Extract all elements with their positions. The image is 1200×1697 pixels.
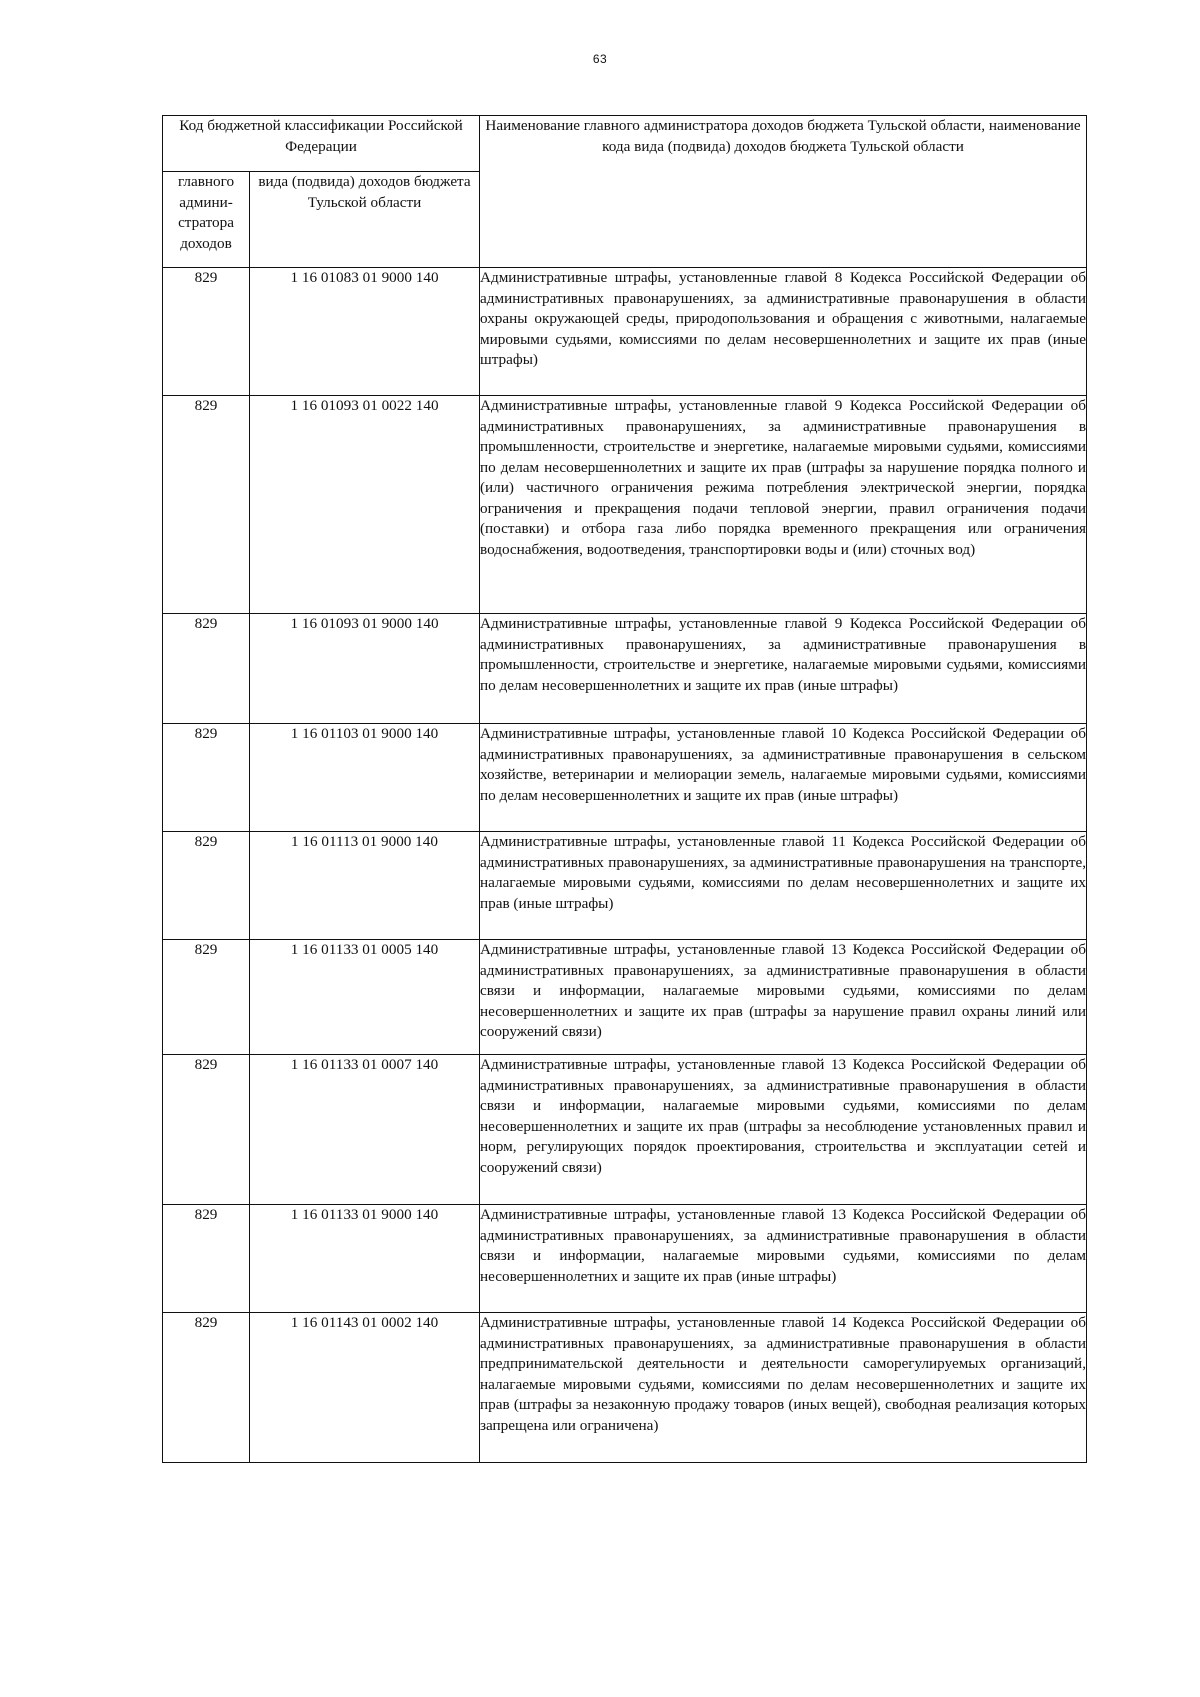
- description-cell: Административные штрафы, установленные главой 9 Кодекса Российской Федерации об административных правонарушениях, за административные правонарушения в промышленности, строительстве и энергетике, налагаемые мировыми судьями, комиссиями по делам несовершеннолетних и защите их прав (иные штрафы): [480, 614, 1087, 724]
- description-cell: Административные штрафы, установленные главой 9 Кодекса Российской Федерации об административных правонарушениях, за административные правонарушения в промышленности, строительстве и энергетике, налагаемые мировыми судьями, комиссиями по делам несовершеннолетних и защите их прав (штрафы за нарушение порядка полного и (или) частичного ограничения режима потребления электрической энергии, порядка ограничения и прекращения подачи тепловой энергии, правил ограничения подачи (поставки) и отбора газа либо порядка временного прекращения или ограничения водоснабжения, водоотведения, транспортировки воды и (или) сточных вод): [480, 396, 1087, 614]
- header-budget-classification-code: Код бюджетной классификации Российской Федерации: [163, 116, 480, 172]
- table-row: [163, 396, 1087, 614]
- table-row: [163, 940, 1087, 1055]
- table-row: [163, 1205, 1087, 1313]
- income-code-cell: 1 16 01093 01 9000 140: [250, 614, 480, 724]
- admin-code-cell: 829: [163, 614, 250, 724]
- admin-code-cell: 829: [163, 940, 250, 1055]
- income-code-cell: 1 16 01133 01 0007 140: [250, 1055, 480, 1205]
- description-cell: Административные штрафы, установленные главой 11 Кодекса Российской Федерации об административных правонарушениях, за административные правонарушения на транспорте, налагаемые мировыми судьями, комиссиями по делам несовершеннолетних и защите их прав (иные штрафы): [480, 832, 1087, 940]
- description-cell: Административные штрафы, установленные главой 13 Кодекса Российской Федерации об административных правонарушениях, за административные правонарушения в области связи и информации, налагаемые мировыми судьями, комиссиями по делам несовершеннолетних и защите их прав (иные штрафы): [480, 1205, 1087, 1313]
- header-main-administrator: главного админи-стратора доходов: [163, 172, 250, 268]
- header-administrator-name: Наименование главного администратора доходов бюджета Тульской области, наименование кода вида (подвида) доходов бюджета Тульской области: [480, 116, 1087, 268]
- admin-code-cell: 829: [163, 1205, 250, 1313]
- description-cell: Административные штрафы, установленные главой 8 Кодекса Российской Федерации об административных правонарушениях, за административные правонарушения в области охраны окружающей среды, природопользования и обращения с животными, налагаемые мировыми судьями, комиссиями по делам несовершеннолетних и защите их прав (иные штрафы): [480, 268, 1087, 396]
- table-row: [163, 1055, 1087, 1205]
- admin-code-cell: 829: [163, 1313, 250, 1463]
- table-header: [163, 116, 1087, 268]
- admin-code-cell: 829: [163, 832, 250, 940]
- admin-code-cell: 829: [163, 724, 250, 832]
- admin-code-cell: 829: [163, 396, 250, 614]
- description-cell: Административные штрафы, установленные главой 13 Кодекса Российской Федерации об административных правонарушениях, за административные правонарушения в области связи и информации, налагаемые мировыми судьями, комиссиями по делам несовершеннолетних и защите их прав (штрафы за нарушение правил охраны линий или сооружений связи): [480, 940, 1087, 1055]
- page-number: 63: [592, 52, 608, 66]
- admin-code-cell: 829: [163, 1055, 250, 1205]
- description-cell: Административные штрафы, установленные главой 13 Кодекса Российской Федерации об административных правонарушениях, за административные правонарушения в области связи и информации, налагаемые мировыми судьями, комиссиями по делам несовершеннолетних и защите их прав (штрафы за несоблюдение установленных правил и норм, регулирующих порядок проектирования, строительства и эксплуатации сетей и сооружений связи): [480, 1055, 1087, 1205]
- income-code-cell: 1 16 01133 01 9000 140: [250, 1205, 480, 1313]
- table-row: [163, 1313, 1087, 1463]
- income-code-cell: 1 16 01093 01 0022 140: [250, 396, 480, 614]
- table-body: [163, 268, 1087, 1463]
- income-code-cell: 1 16 01133 01 0005 140: [250, 940, 480, 1055]
- income-code-cell: 1 16 01143 01 0002 140: [250, 1313, 480, 1463]
- income-code-cell: 1 16 01083 01 9000 140: [250, 268, 480, 396]
- table-row: [163, 614, 1087, 724]
- admin-code-cell: 829: [163, 268, 250, 396]
- table-row: [163, 724, 1087, 832]
- income-code-cell: 1 16 01103 01 9000 140: [250, 724, 480, 832]
- description-cell: Административные штрафы, установленные главой 10 Кодекса Российской Федерации об административных правонарушениях, за административные правонарушения в сельском хозяйстве, ветеринарии и мелиорации земель, налагаемые мировыми судьями, комиссиями по делам несовершеннолетних и защите их прав (иные штрафы): [480, 724, 1087, 832]
- description-cell: Административные штрафы, установленные главой 14 Кодекса Российской Федерации об административных правонарушениях, за административные правонарушения в области предпринимательской деятельности и деятельности саморегулируемых организаций, налагаемые мировыми судьями, комиссиями по делам несовершеннолетних и защите их прав (штрафы за незаконную продажу товаров (иных вещей), свободная реализация которых запрещена или ограничена): [480, 1313, 1087, 1463]
- income-code-cell: 1 16 01113 01 9000 140: [250, 832, 480, 940]
- budget-classification-table: [162, 115, 1087, 1463]
- header-row-top: [163, 116, 1087, 172]
- table-row: [163, 832, 1087, 940]
- header-income-type-code: вида (подвида) доходов бюджета Тульской области: [250, 172, 480, 268]
- table-row: [163, 268, 1087, 396]
